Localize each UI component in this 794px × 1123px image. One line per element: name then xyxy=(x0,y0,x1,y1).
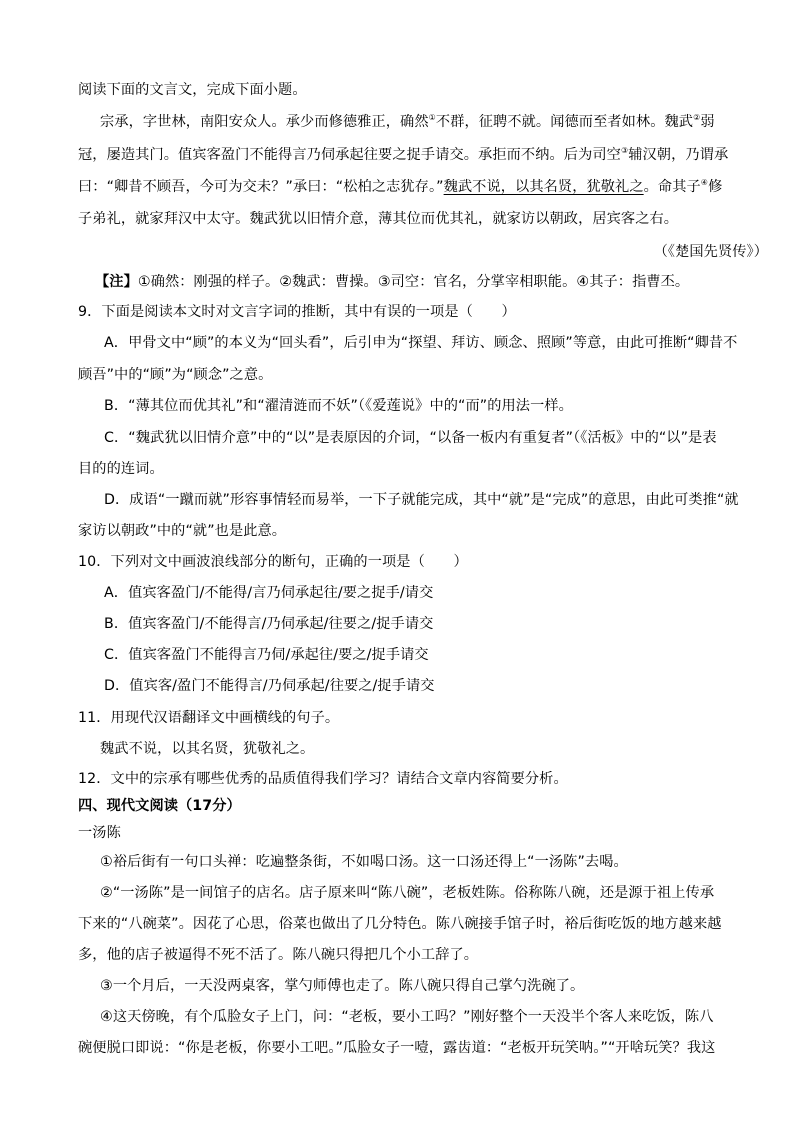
story-paragraph-1: ①裕后街有一句口头禅：吃遍整条街，不如喝口汤。这一口汤还得上“一汤陈”去喝。 xyxy=(100,854,628,870)
note-label: 【注】 xyxy=(95,274,138,290)
story-paragraph-2-line2: 下来的“八碗菜”。因花了心思，俗菜也做出了几分特色。陈八碗接手馆子时，裕后街吃饭的地方越来越 xyxy=(78,916,722,932)
note-ref-2: ② xyxy=(693,113,701,122)
q9-option-c-line1: C．“魏武犹以旧情介意”中的“以”是表原因的介词，“以备一板内有重复者”（《活板》中的“以”是表 xyxy=(104,430,717,446)
q9-option-a-line1: A．甲骨文中“顾”的本义为“回头看”，后引申为“探望、拜访、顾念、照顾”等意，由此可推断“卿昔不 xyxy=(104,335,738,351)
story-paragraph-4-line1: ④这天傍晚，有个瓜脸女子上门，问：“老板，要小工吗？”刚好整个一天没半个客人来吃饭，陈八 xyxy=(100,1009,714,1025)
q10-stem: 10．下列对文中画波浪线部分的断句，正确的一项是（ ） xyxy=(78,554,468,570)
note-ref-1: ① xyxy=(428,113,436,122)
passage-line-2: 冠，屡造其门。值宾客盈门不能得言乃伺承起往要之捉手请交。承拒而不纳。后为司空③辅汉朝，乃谓承 xyxy=(78,146,729,163)
story-paragraph-3: ③一个月后，一天没两桌客，掌勺师傅也走了。陈八碗只得自己掌勺洗碗了。 xyxy=(100,978,585,994)
q10-option-a: A．值宾客盈门/不能得/言乃伺承起往/要之捉手/请交 xyxy=(104,585,434,601)
story-paragraph-2-line1: ②“一汤陈”是一间馆子的店名。店子原来叫“陈八碗”，老板姓陈。俗称陈八碗，还是源于祖上传承 xyxy=(100,885,715,901)
story-paragraph-2-line3: 多，他的店子被逼得不死不活了。陈八碗只得把几个小工辞了。 xyxy=(78,947,479,963)
source-citation: （《楚国先贤传》） xyxy=(653,244,768,260)
q10-option-d: D．值宾客/盈门不能得言/乃伺承起/往要之/捉手请交 xyxy=(104,678,435,694)
q11-sentence: 魏武不说，以其名贤，犹敬礼之。 xyxy=(100,741,315,757)
section-heading: 四、现代文阅读（17分） xyxy=(78,798,241,814)
instruction: 阅读下面的文言文，完成下面小题。 xyxy=(78,82,307,98)
q9-option-d-line1: D．成语“一蹴而就”形容事情轻而易举，一下子就能完成，其中“就”是“完成”的意思，由此可类推“就 xyxy=(104,492,739,508)
story-title: 一汤陈 xyxy=(78,825,121,841)
q9-option-c-line2: 目的的连词。 xyxy=(78,461,164,477)
q11-stem: 11．用现代汉语翻译文中画横线的句子。 xyxy=(78,710,340,726)
story-paragraph-4-line2: 碗便脱口即说：“你是老板，你要小工吧。”瓜脸女子一噎，露齿道：“老板开玩笑呐。”“开啥玩笑？我这 xyxy=(78,1040,716,1056)
underlined-sentence: 魏武不说，以其名贤，犹敬礼之 xyxy=(443,179,644,195)
annotation-note: 【注】①确然：刚强的样子。②魏武：曹操。③司空：官名，分掌宰相职能。④其子：指曹丕。 xyxy=(95,274,690,290)
note-ref-3: ③ xyxy=(620,146,629,155)
q9-option-b: B．“薄其位而优其礼”和“濯清涟而不妖”（《爱莲说》中的“而”的用法一样。 xyxy=(104,398,573,414)
q10-option-b: B．值宾客盈门/不能得言/乃伺承起/往要之/捉手请交 xyxy=(104,616,434,632)
q12-stem: 12．文中的宗承有哪些优秀的品质值得我们学习？请结合文章内容简要分析。 xyxy=(78,771,568,787)
note-ref-4: ④ xyxy=(700,178,709,187)
passage-line-4: 子弟礼，就家拜汉中太守。魏武犹以旧情介意，薄其位而优其礼，就家访以朝政，居宾客之右。 xyxy=(78,211,679,227)
q9-option-a-line2: 顾吾”中的“顾”为“顾念”之意。 xyxy=(78,367,273,383)
q10-option-c: C．值宾客盈门不能得言乃伺/承起往/要之/捉手请交 xyxy=(104,647,429,663)
q9-option-d-line2: 家访以朝政”中的“就”也是此意。 xyxy=(78,523,287,539)
passage-line-3: 曰：“卿昔不顾吾，今可为交未？”承曰：“松柏之志犹存。”魏武不说，以其名贤，犹敬礼之。命其子④修 xyxy=(78,178,723,195)
q9-stem: 9．下面是阅读本文时对文言字词的推断，其中有误的一项是（ ） xyxy=(78,304,516,320)
passage-line-1: 宗承，字世林，南阳安众人。承少而修德雅正，确然①不群，征聘不就。闻德而至者如林。魏武②弱 xyxy=(100,113,715,130)
